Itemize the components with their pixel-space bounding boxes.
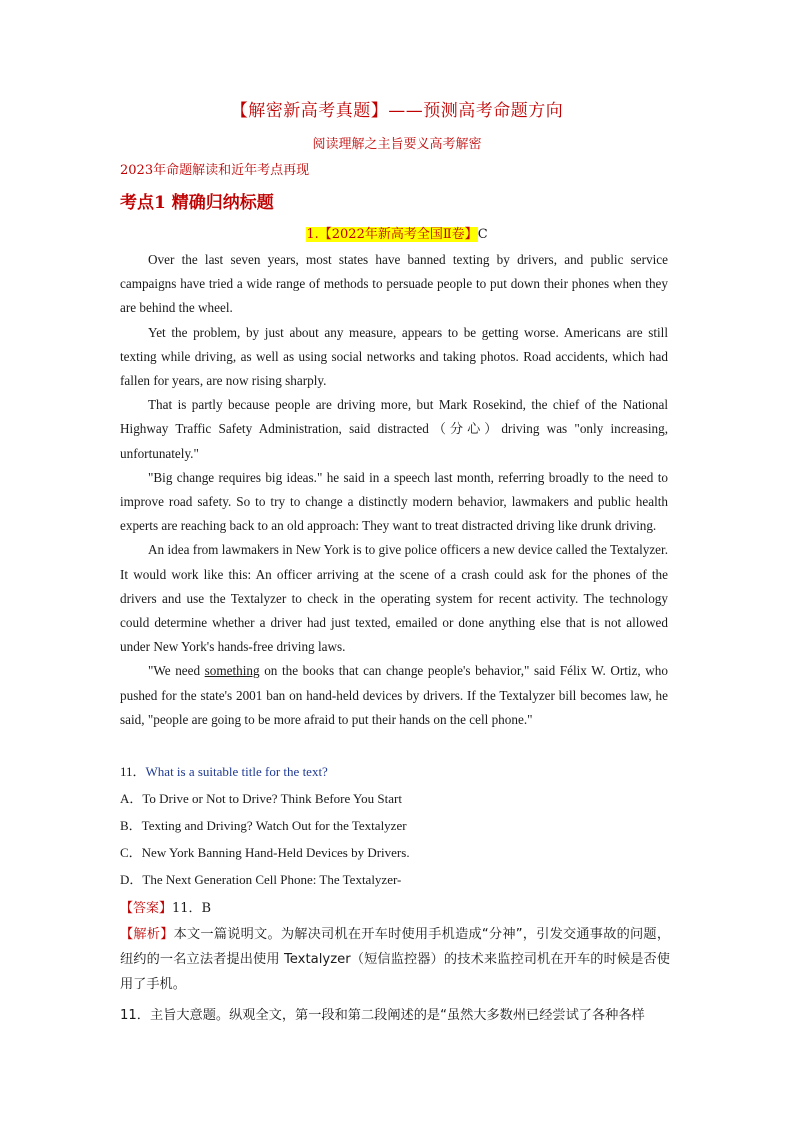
- passage-paragraph-6: [120, 659, 668, 732]
- main-title: 【解密新高考真题】——预测高考命题方向: [230, 101, 564, 121]
- passage-label: C: [477, 227, 488, 242]
- passage-paragraph-2: Yet the problem, by just about any measure, appears to be getting worse. Americans are still texting while driving, as well as using social networks and taking photos. Road accidents, which had fallen for years, are now rising sharply.: [120, 324, 668, 389]
- answer-line: [120, 897, 211, 916]
- p6-after: on the books that can change people's behavior," said Félix W. Ortiz, who pushed for the state's 2001 ban on hand-held devices by drivers. If the Textalyzer bill becomes law, he said, "people are going to be more afraid to put their hands on the cell phone.": [120, 663, 668, 727]
- section-heading: 考点1 精确归纳标题: [120, 193, 274, 213]
- passage-paragraph-4: "Big change requires big ideas." he said in a speech last month, referring broadly to the need to improve road safety. So to try to change a distinctly modern behavior, lawmakers and public health experts are reaching back to an old approach: They want to treat distracted driving like drunk driving.: [120, 469, 668, 534]
- option-b: B．Texting and Driving? Watch Out for the Textalyzer: [120, 818, 407, 833]
- question-number: 1.: [306, 227, 319, 242]
- question-source-line: [0, 223, 794, 242]
- question-source: 【2022年新高考全国Ⅱ卷】: [318, 227, 478, 242]
- answer-value: 11．B: [172, 901, 212, 916]
- option-c: C．New York Banning Hand-Held Devices by Drivers.: [120, 845, 410, 860]
- passage-paragraph-5: An idea from lawmakers in New York is to give police officers a new device called the Textalyzer. It would work like this: An officer arriving at the scene of a crash could ask for the phones of the drivers and use the Textalyzer to check in the operating system for recent activity. The technology could determine whether a driver had just texted, emailed or done anything else that is not allowed under New York's hands-free driving laws.: [120, 542, 668, 655]
- analysis-tag: 【解析】: [120, 927, 174, 942]
- p6-before: "We need: [148, 663, 205, 679]
- reading-passage: [120, 248, 668, 732]
- question-text: What is a suitable title for the text?: [145, 764, 328, 779]
- passage-paragraph-1: Over the last seven years, most states have banned texting by drivers, and public service campaigns have tried a wide range of methods to persuade people to put down their phones when they are behind the wheel.: [120, 252, 668, 316]
- analysis-block: [120, 922, 670, 997]
- analysis-text: 本文一篇说明文。为解决司机在开车时使用手机造成“分神”，引发交通事故的问题，纽约的一名立法者提出使用 Textalyzer（短信监控器）的技术来监控司机在开车的时候是否使用了手机。: [120, 927, 671, 992]
- sub-title: 阅读理解之主旨要义高考解密: [312, 137, 482, 152]
- main-idea-line: 11．主旨大意题。纵观全文，第一段和第二段阐述的是“虽然大多数州已经尝试了各种各样: [120, 1008, 645, 1023]
- year-line: 2023年命题解读和近年考点再现: [120, 163, 310, 178]
- passage-paragraph-3: That is partly because people are driving more, but Mark Rosekind, the chief of the National Highway Traffic Safety Administration, said distracted（分心）driving was "only increasing, unfortunately.": [120, 397, 668, 461]
- underlined-word: something: [204, 663, 260, 679]
- option-d: D．The Next Generation Cell Phone: The Textalyzer-: [120, 872, 402, 887]
- question-stem: [120, 761, 328, 780]
- answer-tag: 【答案】: [120, 901, 173, 916]
- question-number-label: 11．: [120, 764, 146, 779]
- option-a: A．To Drive or Not to Drive? Think Before You Start: [120, 791, 402, 806]
